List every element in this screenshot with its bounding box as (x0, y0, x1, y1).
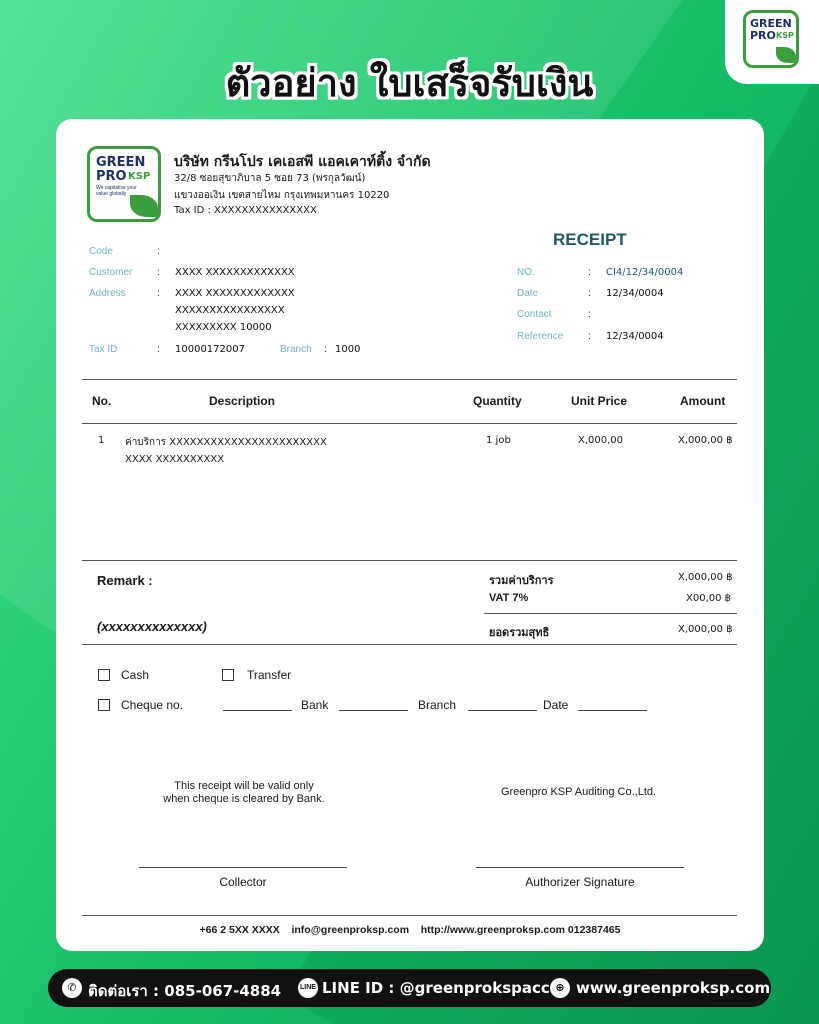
phone-icon: ✆ (62, 978, 82, 998)
branch-label: Branch (280, 344, 312, 355)
logo-text-pro: PRO (750, 29, 776, 42)
bank-line[interactable] (339, 710, 408, 711)
row-unit-price: X,000,00 (578, 435, 624, 446)
validity-note-1: This receipt will be valid only (174, 780, 314, 792)
authorizer-label: Authorizer Signature (525, 875, 635, 889)
receipt-title: RECEIPT (553, 230, 627, 249)
website-link[interactable]: www.greenproksp.com (576, 979, 771, 997)
cheque-checkbox[interactable] (98, 699, 110, 711)
remark-label: Remark : (97, 573, 153, 588)
date-label: Date (517, 288, 539, 299)
vat-label: VAT 7% (489, 592, 529, 604)
contact-bar (48, 969, 771, 1007)
col-header-description: Description (209, 394, 276, 408)
card-footer-rule (82, 915, 737, 916)
transfer-checkbox[interactable] (222, 669, 234, 681)
customer-label: Customer (89, 267, 133, 278)
cheque-no-line[interactable] (223, 710, 292, 711)
date-value: 12/34/0004 (606, 288, 664, 299)
address-label: Address (89, 288, 126, 299)
customer-colon: : (157, 267, 160, 278)
bank-label: Bank (301, 698, 329, 712)
table-top-rule (82, 379, 737, 380)
address-line-2: XXXXXXXXXXXXXXXX (175, 305, 285, 316)
row-no: 1 (98, 435, 105, 446)
date-line[interactable] (578, 710, 647, 711)
totals-rule (484, 613, 737, 614)
address-line-3: XXXXXXXXX 10000 (175, 322, 272, 333)
issuer-company: Greenpro KSP Auditing Co.,Ltd. (500, 786, 657, 798)
row-description-2: XXXX XXXXXXXXXX (125, 454, 225, 465)
table-bottom-rule (82, 560, 737, 561)
contact-label: Contact (517, 309, 552, 320)
payment-date-label: Date (543, 698, 569, 712)
logo-text-pro: PRO (96, 169, 127, 184)
receipt-no-colon: : (588, 267, 591, 278)
cash-checkbox[interactable] (98, 669, 110, 681)
company-taxid: Tax ID : XXXXXXXXXXXXXXX (174, 205, 317, 216)
col-header-no: No. (92, 394, 112, 408)
col-header-quantity: Quantity (473, 394, 522, 408)
customer-value: XXXX XXXXXXXXXXXXX (175, 267, 295, 278)
phone-contact[interactable]: ติดต่อเรา : 085-067-4884 (88, 982, 282, 1000)
code-colon: : (157, 246, 160, 257)
logo-text-green: GREEN (96, 155, 146, 170)
code-label: Code (89, 246, 113, 257)
receipt-no-label: NO. (517, 267, 535, 278)
row-description-1: ค่าบริการ XXXXXXXXXXXXXXXXXXXXXXX (125, 437, 327, 448)
receipt-card (56, 119, 764, 951)
cash-label: Cash (121, 668, 150, 682)
company-address-2: แขวงออเงิน เขตสายไหม กรุงเทพมหานคร 10220 (174, 190, 390, 201)
subtotal-value: X,000,00 ฿ (678, 572, 733, 583)
reference-value: 12/34/0004 (606, 331, 664, 342)
collector-signature-line[interactable] (139, 867, 347, 868)
grand-total-label: ยอดรวมสุทธิ (489, 626, 550, 639)
remark-text: (xxxxxxxxxxxxxx) (97, 619, 207, 634)
col-header-unit-price: Unit Price (571, 394, 628, 408)
logo-tagline: We capitalise your value globally (96, 185, 137, 197)
globe-icon: ⊕ (550, 978, 570, 998)
branch-line[interactable] (468, 710, 537, 711)
cheque-label: Cheque no. (121, 698, 184, 712)
address-line-1: XXXX XXXXXXXXXXXXX (175, 288, 295, 299)
payment-branch-label: Branch (418, 698, 457, 712)
logo-leaf-icon (130, 195, 158, 217)
taxid-colon: : (157, 344, 160, 355)
row-amount: X,000,00 ฿ (678, 435, 733, 446)
reference-label: Reference (517, 331, 564, 342)
logo-text-ksp: KSP (128, 171, 151, 182)
row-quantity: 1 job (486, 435, 511, 446)
collector-label: Collector (219, 875, 267, 889)
vat-value: X00,00 ฿ (686, 593, 732, 604)
page-title: ตัวอย่าง ใบเสร็จรับเงิน (225, 61, 594, 105)
receipt-no-value: CI4/12/34/0004 (606, 267, 684, 278)
card-footer-contacts: +66 2 5XX XXXX info@greenproksp.com http://www.greenproksp.com 012387465 (199, 924, 621, 936)
company-name: บริษัท กรีนโปร เคเอสพี แอคเคาท์ติ้ง จำกัด (174, 154, 431, 170)
company-address-1: 32/8 ซอยสุขาภิบาล 5 ซอย 73 (พรกุลวัฒน์) (174, 173, 366, 184)
company-logo (87, 146, 161, 222)
contact-colon: : (588, 309, 591, 320)
totals-bottom-rule (82, 644, 737, 645)
subtotal-label: รวมค่าบริการ (489, 574, 554, 587)
transfer-label: Transfer (247, 668, 292, 682)
logo-text-ksp: KSP (776, 31, 794, 40)
reference-colon: : (588, 331, 591, 342)
validity-note-2: when cheque is cleared by Bank. (163, 793, 325, 805)
line-icon: LINE (298, 978, 318, 998)
col-header-amount: Amount (680, 394, 726, 408)
logo-text-green: GREEN (750, 17, 792, 30)
address-colon: : (157, 288, 160, 299)
date-colon: : (588, 288, 591, 299)
line-id[interactable]: LINE ID : @greenprokspacc (322, 979, 550, 997)
branch-colon: : (324, 344, 327, 355)
taxid-label: Tax ID (89, 344, 118, 355)
grand-total-value: X,000,00 ฿ (678, 624, 733, 635)
table-header-rule (82, 423, 737, 424)
branch-value: 1000 (335, 344, 361, 355)
authorizer-signature-line[interactable] (476, 867, 684, 868)
taxid-value: 10000172007 (175, 344, 245, 355)
